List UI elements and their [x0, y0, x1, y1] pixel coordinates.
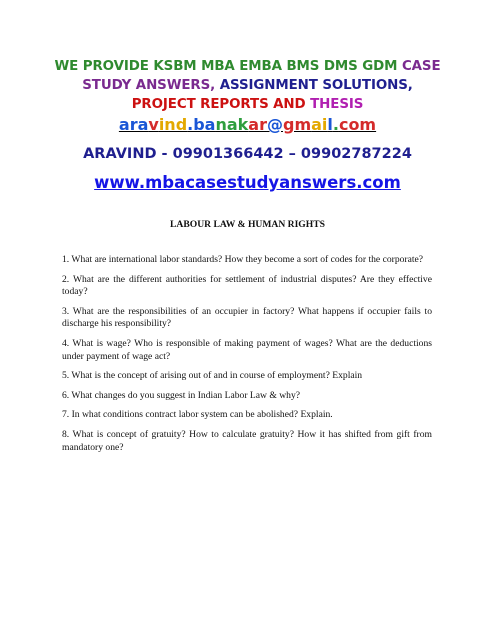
email-char-group: com: [338, 115, 377, 134]
banner-segment: STUDY ANSWERS,: [82, 78, 220, 93]
email-char-group: ar: [248, 115, 267, 134]
email-char-group: nak: [215, 115, 249, 134]
banner-segment: KSBM MBA EMBA BMS DMS GDM: [153, 59, 402, 74]
email-char-group: v: [148, 115, 159, 134]
email-char-group: gm: [282, 115, 312, 134]
contact-phone: ARAVIND - 09901366442 – 09902787224: [83, 146, 412, 162]
banner-segment: WE PROVIDE: [54, 59, 154, 74]
email-char-group: ai: [311, 115, 328, 134]
question-item: 5. What is the concept of arising out of and in course of employment? Explain: [62, 370, 363, 382]
banner-segment: ASSIGNMENT SOLUTIONS,: [219, 78, 413, 93]
banner-line-2: [30, 76, 465, 95]
banner-line-1: [30, 57, 465, 76]
banner-segment: THESIS: [310, 97, 364, 112]
email-char-group: @: [266, 115, 283, 134]
question-item: 3. What are the responsibilities of an occupier in factory? What happens if occupier fails to discharge his responsibility?: [62, 305, 432, 330]
question-item: 2. What are the different authorities for settlement of industrial disputes? Are they effective today?: [62, 273, 432, 298]
email-char-group: l: [327, 115, 333, 134]
question-item: 7. In what conditions contract labor system can be abolished? Explain.: [62, 409, 333, 421]
banner-line-3: [30, 95, 465, 114]
question-item: 4. What is wage? Who is responsible of making payment of wages? What are the deductions under payment of wage act?: [62, 337, 432, 362]
question-item: 6. What changes do you suggest in Indian Labor Law & why?: [62, 389, 301, 401]
email-char-group: .: [332, 115, 339, 134]
email-char-group: ara: [118, 115, 149, 134]
banner-segment: PROJECT REPORTS AND: [131, 97, 311, 112]
email-char-group: .ba: [187, 115, 216, 134]
question-item: 8. What is concept of gratuity? How to calculate gratuity? How it has shifted from gift from mandatory one?: [62, 428, 432, 453]
website-link[interactable]: www.mbacasestudyanswers.com: [94, 173, 401, 192]
email-link[interactable]: [0, 115, 495, 134]
document-title: LABOUR LAW & HUMAN RIGHTS: [170, 219, 325, 230]
question-item: 1. What are international labor standards? How they become a sort of codes for the corporate?: [62, 254, 424, 265]
promo-banner: [30, 57, 465, 114]
question-list: [62, 254, 432, 461]
banner-segment: CASE: [401, 59, 441, 74]
email-char-group: ind: [158, 115, 188, 134]
